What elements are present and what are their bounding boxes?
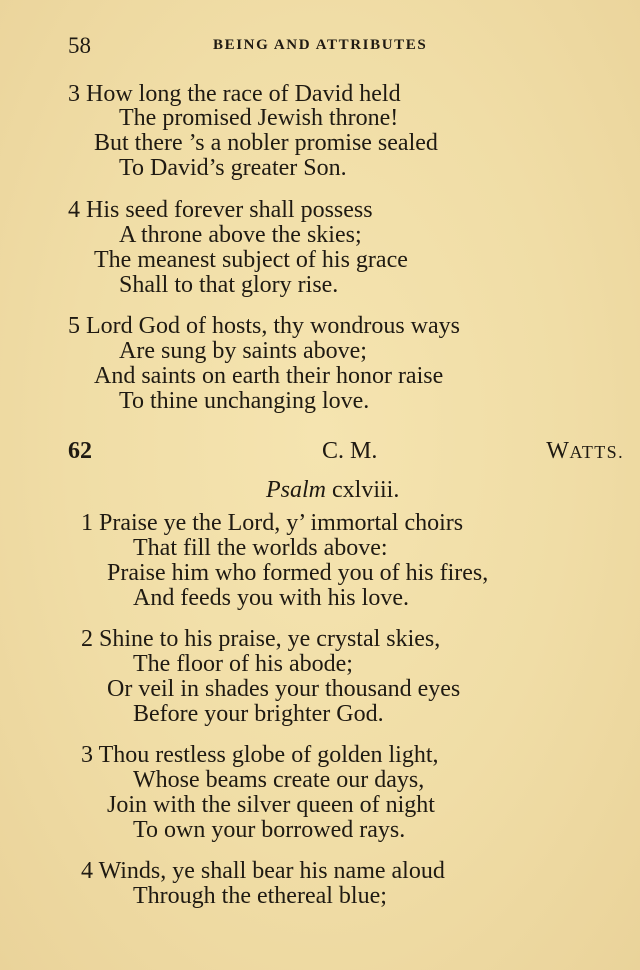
- psalm-reference: [266, 477, 399, 504]
- stanza-line: The meanest subject of his grace: [94, 247, 408, 273]
- stanza-line: 3 Thou restless globe of golden light,: [81, 742, 439, 768]
- stanza-line: That fill the worlds above:: [133, 535, 388, 561]
- stanza-line: Through the ethereal blue;: [133, 883, 387, 909]
- stanza-line: 1 Praise ye the Lord, y’ immortal choirs: [81, 510, 464, 536]
- stanza-line: 2 Shine to his praise, ye crystal skies,: [81, 626, 441, 652]
- stanza-line: Before your brighter God.: [133, 701, 384, 727]
- stanza-line: Join with the silver queen of night: [107, 792, 435, 818]
- stanza-line: To thine unchanging love.: [119, 388, 370, 414]
- psalm-number: cxlviii.: [332, 477, 400, 503]
- author-rest: ATTS.: [569, 442, 624, 462]
- stanza-line: 3 How long the race of David held: [68, 81, 401, 107]
- stanza-line: To David’s greater Son.: [119, 155, 347, 181]
- stanza-line: And saints on earth their honor raise: [94, 363, 444, 389]
- running-title: BEING AND ATTRIBUTES: [213, 37, 428, 53]
- stanza-line: Whose beams create our days,: [133, 767, 425, 793]
- page-number: 58: [68, 33, 91, 58]
- psalm-word: Psalm: [266, 477, 326, 503]
- stanza-line: The promised Jewish throne!: [119, 105, 399, 131]
- stanza-line: Are sung by saints above;: [119, 338, 367, 364]
- stanza-line: Shall to that glory rise.: [119, 272, 339, 298]
- stanza-line: Or veil in shades your thousand eyes: [107, 676, 461, 702]
- stanza-line: And feeds you with his love.: [133, 585, 409, 611]
- stanza-line: Praise him who formed you of his fires,: [107, 560, 489, 586]
- hymn-author: [546, 438, 624, 465]
- stanza-line: 4 His seed forever shall possess: [68, 197, 373, 223]
- page-header: [68, 33, 628, 61]
- hymn-meter: C. M.: [322, 438, 378, 464]
- stanza-line: A throne above the skies;: [119, 222, 362, 248]
- stanza-line: But there ’s a nobler promise sealed: [94, 130, 438, 156]
- stanza-line: To own your borrowed rays.: [133, 817, 406, 843]
- author-initial: W: [546, 438, 570, 464]
- hymn-number: 62: [68, 438, 92, 464]
- stanza-line: 4 Winds, ye shall bear his name aloud: [81, 858, 445, 884]
- stanza-line: 5 Lord God of hosts, thy wondrous ways: [68, 313, 460, 339]
- stanza-line: The floor of his abode;: [133, 651, 353, 677]
